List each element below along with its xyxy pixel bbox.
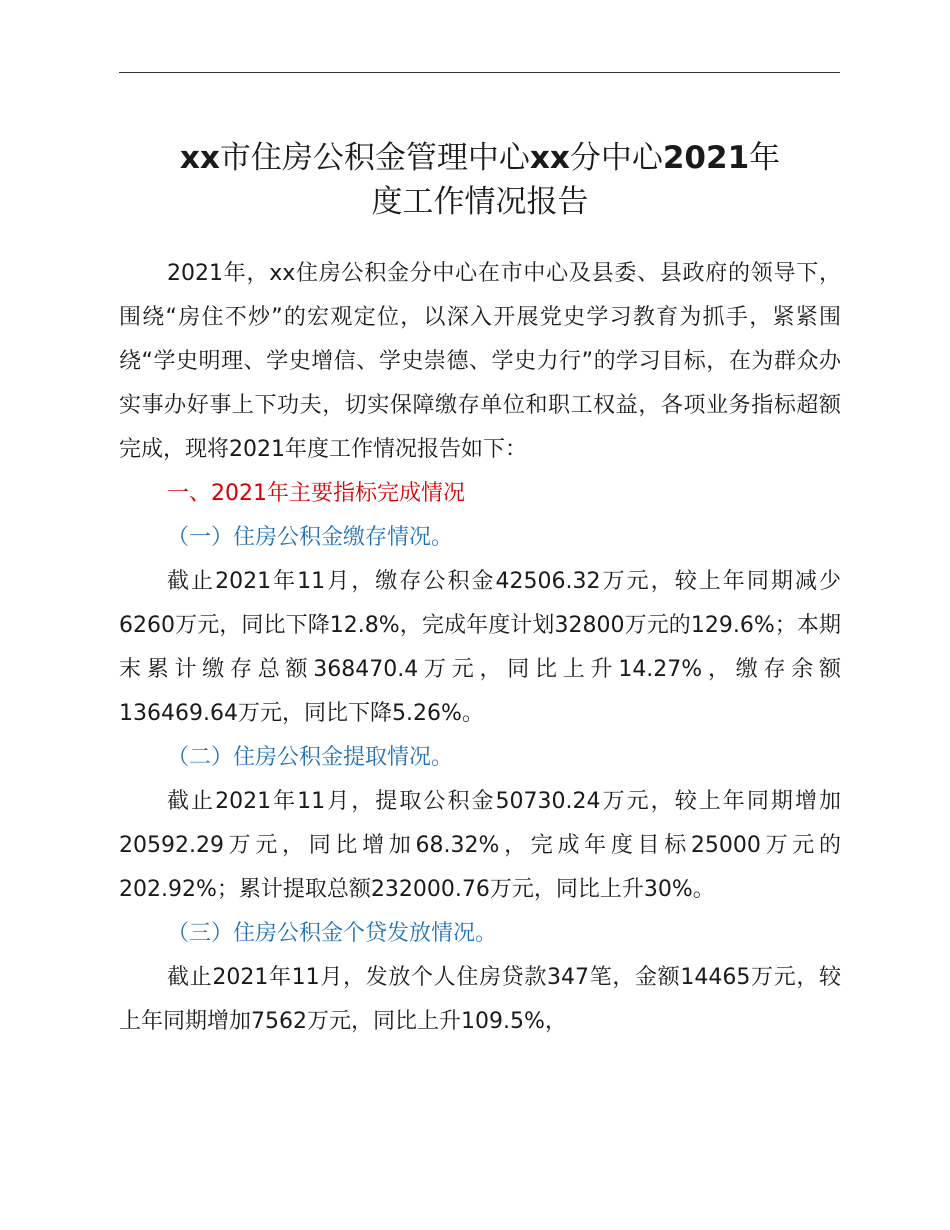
title-part: xx — [179, 140, 220, 176]
title-part: 度工作情况报告 — [371, 184, 589, 220]
title-part: 年 — [749, 140, 781, 176]
intro-paragraph: 2021年，xx住房公积金分中心在市中心及县委、县政府的领导下，围绕“房住不炒”的宏观定位，以深入开展党史学习教育为抓手，紧紧围绕“学史明理、学史增信、学史崇德、学史力行”的学习目标，在为群众办实事办好事上下功夫，切实保障缴存单位和职工权益，各项业务指标超额完成，现将2021年度工作情况报告如下： — [119, 261, 841, 462]
title-part: 分中心 — [569, 140, 663, 176]
title-part: 2021 — [662, 140, 750, 176]
document-body — [119, 252, 841, 1044]
subsection-heading: （三）住房公积金个贷发放情况。 — [167, 921, 498, 946]
section-heading: 一、2021年主要指标完成情况 — [167, 481, 465, 506]
title-part: xx — [529, 140, 570, 176]
subsection-paragraph: 截止2021年11月，发放个人住房贷款347笔，金额14465万元，较上年同期增加7562万元，同比上升109.5%， — [119, 965, 841, 1034]
subsection-paragraph: 截止2021年11月，提取公积金50730.24万元，较上年同期增加20592.29万元，同比增加68.32%，完成年度目标25000万元的202.92%；累计提取总额232000.76万元，同比上升30%。 — [119, 789, 841, 902]
title-part: 市住房公积金管理中心 — [219, 140, 530, 176]
header-rule — [119, 72, 840, 73]
subsection-heading: （二）住房公积金提取情况。 — [167, 745, 454, 770]
subsection-paragraph: 截止2021年11月，缴存公积金42506.32万元，较上年同期减少6260万元，同比下降12.8%，完成年度计划32800万元的129.6%；本期末累计缴存总额368470.4万元，同比上升14.27%，缴存余额136469.64万元，同比下降5.26%。 — [119, 569, 841, 726]
subsection-heading: （一）住房公积金缴存情况。 — [167, 525, 454, 550]
document-title — [100, 136, 860, 224]
